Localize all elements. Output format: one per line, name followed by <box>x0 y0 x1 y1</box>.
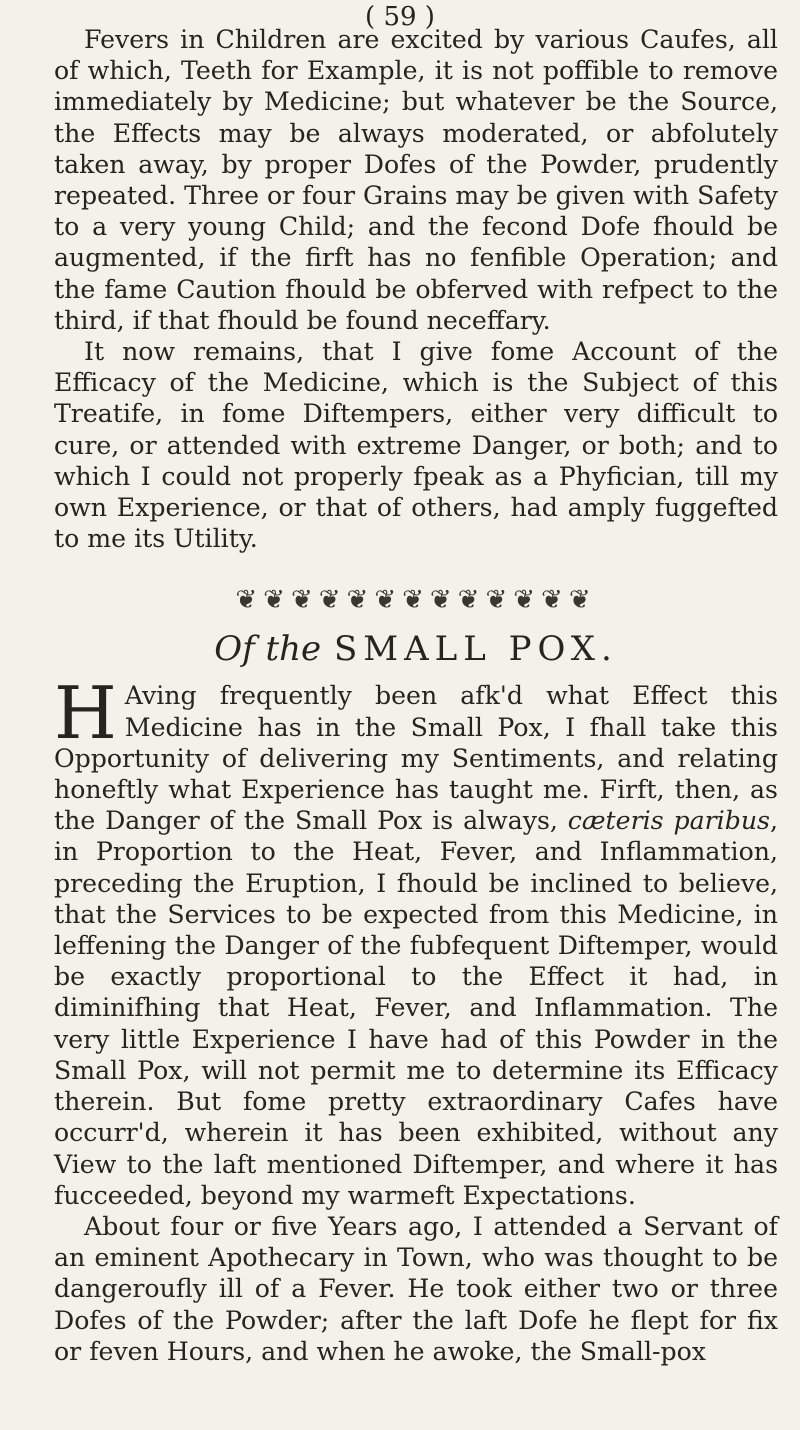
small-pox-latin-phrase: cæteris paribus <box>567 806 770 836</box>
decorative-ornament-band: ❦❦❦❦❦❦❦❦❦❦❦❦❦ <box>235 585 597 616</box>
paragraph-small-pox <box>54 671 778 1210</box>
small-pox-text-2: , in Proportion to the Heat, Fever, and Inflammation, preceding the Eruption, I fhould be inclined to believe, that the Services to be expected from this Medicine, in leffening the Danger of the fubfequent Diftemper, would be exactly proportional to the Effect it had, in diminifhing that Heat, Fever, and Inflammation. The very little Experience I have had of this Powder in the Small Pox, will not permit me to determine its Efficacy therein. But fome pretty extraordinary Cafes have occurr'd, wherein it has been exhibited, without any View to the laft mentioned Diftemper, and where it has fucceeded, beyond my warmeft Expectations. <box>54 806 778 1210</box>
drop-cap-letter: H <box>54 671 117 756</box>
page-number: ( 59 ) <box>365 2 435 32</box>
paragraph-efficacy-account: It now remains, that I give fome Account of the Efficacy of the Medicine, which is the Subject of this Treatife, in fome Diftempers, either very difficult to cure, or attended with extreme Danger, or both; and to which I could not properly fpeak as a Phyfician, till my own Experience, or that of others, had amply fuggefted to me its Utility. <box>54 337 778 554</box>
paragraph-servant-case: About four or five Years ago, I attended a Servant of an eminent Apothecary in Town, who was thought to be dangeroufly ill of a Fever. He took either two or three Dofes of the Powder; after the laft Dofe he flept for fix or feven Hours, and when he awoke, the Small-pox <box>54 1211 778 1366</box>
paragraph-fevers-in-children: Fevers in Children are excited by various Caufes, all of which, Teeth for Example, it is not poffible to remove immediately by Medicine; but whatever be the Source, the Effects may be always moderated, or abfolutely taken away, by proper Dofes of the Powder, prudently repeated. Three or four Grains may be given with Safety to a very young Child; and the fecond Dofe fhould be augmented, if the firft has no fenfible Operation; and the fame Caution fhould be obferved with refpect to the third, if that fhould be found neceffary. <box>54 25 778 335</box>
small-pox-text-1: Aving frequently been afk'd what Effect this Medicine has in the Small Pox, I fhall take this Opportunity of delivering my Sentiments, and relating honeftly what Experience has taught me. Firft, then, as the Danger of the Small Pox is always, <box>54 681 778 836</box>
heading-title: SMALL POX. <box>333 629 618 670</box>
heading-of-the: Of the <box>214 629 322 670</box>
page-body <box>54 24 778 1367</box>
section-heading <box>54 624 778 674</box>
